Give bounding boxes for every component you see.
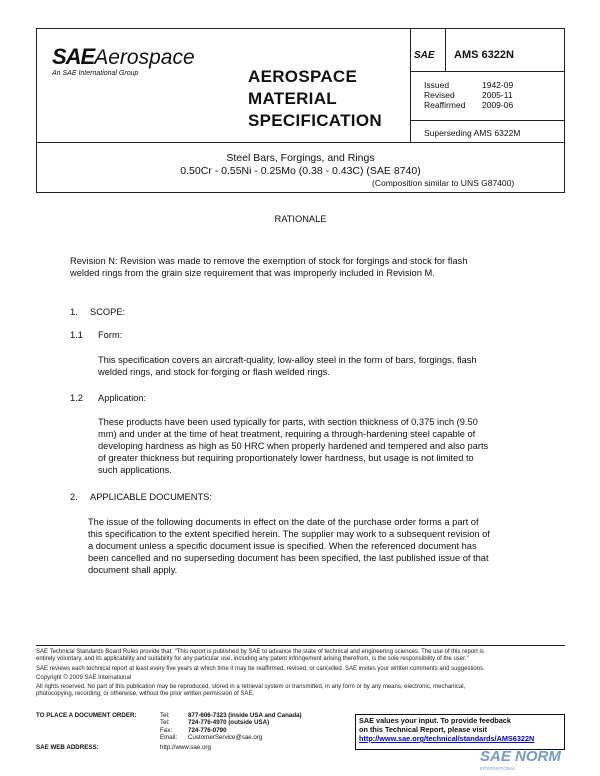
- document-type-title: [248, 66, 382, 132]
- logo-aerospace-text: Aerospace: [94, 46, 195, 69]
- web-address-link[interactable]: http://www.sae.org: [160, 744, 211, 751]
- feedback-text: SAE values your input. To provide feedback on this Technical Report, please visit http://www.sae.org/technical/standards/AMS6322N: [359, 716, 535, 743]
- title-line-3: SPECIFICATION: [248, 111, 382, 130]
- footer-rule: [36, 645, 565, 646]
- section-2-heading: 2. APPLICABLE DOCUMENTS:: [70, 492, 212, 502]
- meta-row: Revised 2005-11: [424, 90, 513, 100]
- section-1-1-heading: 1.1 Form:: [70, 330, 123, 340]
- header-ams-rule: [410, 71, 565, 72]
- sae-small-logo: SAE: [414, 50, 435, 61]
- section-1-2-text: These products have been used typically for parts, with section thickness of 0.375 inch (9.50 mm) and under at the time of heat treatment, requiring a through-hardening steel capable of developing hardness as high as 50 HRC when properly hardened and tempered and also parts of greater thickness but requiring proportionately lower hardness, but usage is not limited to such applications.: [98, 417, 489, 475]
- header-ams-divider: [445, 28, 446, 71]
- order-label: TO PLACE A DOCUMENT ORDER:: [36, 712, 137, 719]
- watermark-logo: SAE NORM: [480, 748, 561, 765]
- title-line-2: MATERIAL: [248, 89, 337, 108]
- superseding-note: Superseding AMS 6322M: [424, 128, 521, 138]
- title-line-1: AEROSPACE: [248, 67, 358, 86]
- section-1-1-text: This specification covers an aircraft-quality, low-alloy steel in the form of bars, forgings, flash welded rings, and stock for forging or flash welded rings.: [98, 355, 477, 377]
- web-address-label: SAE WEB ADDRESS:: [36, 744, 99, 751]
- feedback-link[interactable]: http://www.sae.org/technical/standards/AMS6322N: [359, 734, 535, 743]
- order-contacts: Tel: 877-606-7323 (inside USA and Canada) Tel: 724-776-4970 (outside USA) Fax: 724-776-0790 Email: CustomerService@sae.org: [160, 712, 302, 742]
- subject-line-2: 0.50Cr - 0.55Ni - 0.25Mo (0.38 - 0.43C) (SAE 8740): [180, 165, 421, 177]
- meta-row: Reaffirmed 2009-06: [424, 100, 514, 110]
- revision-dates: [424, 80, 513, 110]
- logo-tagline: An SAE International Group: [52, 70, 139, 77]
- ams-number: AMS 6322N: [454, 49, 514, 61]
- watermark-subtext: INTERNATIONAL: [480, 766, 516, 771]
- header-superseding-rule: [410, 120, 565, 121]
- customer-service-email[interactable]: CustomerService@sae.org: [188, 734, 263, 742]
- footer-legal-text: SAE Technical Standards Board Rules provide that: "This report is published by SAE to advance the state of technical and engineering sciences. The use of this report is entirely voluntary, and its applicability and suitability for any particular use, including any patent infringement arising therefrom, is the sole responsibility of the user." SAE reviews each technical report at least every five years at which time it may be reaffirmed, revised, or cancelled. SAE invites your written comments and suggestions. Copyright © 2009 SAE International All rights reserved. No part of this publication may be reproduced, stored in a retrieval system or transmitted, in any form or by any means, electronic, mechanical, photocopying, recording, or otherwise, without the prior written permission of SAE.: [36, 649, 485, 698]
- logo-sae-text: SAE: [52, 44, 95, 69]
- section-1-heading: 1. SCOPE:: [70, 307, 126, 317]
- composition-note: (Composition similar to UNS G87400): [372, 178, 515, 188]
- section-1-2-heading: 1.2 Application:: [70, 393, 147, 403]
- rationale-heading: RATIONALE: [274, 214, 327, 224]
- meta-row: Issued 1942-09: [424, 80, 514, 90]
- section-2-text: The issue of the following documents in effect on the date of the purchase order forms a part of this specification to the extent specified herein. The supplier may work to a subsequent revision of a document unless a specific document issue is specified. When the referenced document has been cancelled and no superseding document has been specified, the last published issue of that document shall apply.: [88, 517, 490, 575]
- sae-aerospace-logo: [52, 44, 195, 70]
- header-divider: [410, 28, 411, 143]
- rationale-text: Revision N: Revision was made to remove the exemption of stock for forgings and stock for flash welded rings from the grain size requirement that was improperly included in Revision M.: [70, 256, 468, 278]
- subject-line-1: Steel Bars, Forgings, and Rings: [226, 152, 375, 164]
